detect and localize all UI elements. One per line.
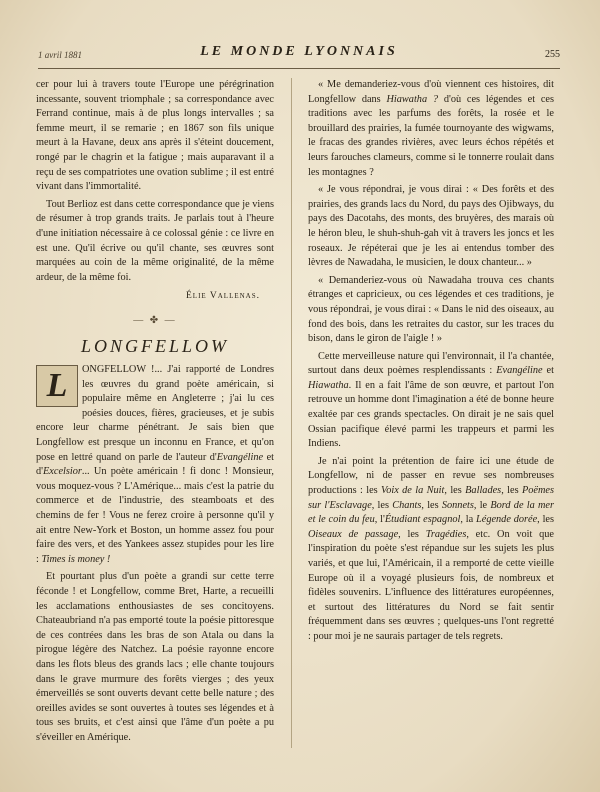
header-rule [38, 68, 560, 69]
work-title: Evangéline [216, 451, 264, 463]
text-run: , les [537, 514, 555, 526]
page-header [38, 44, 560, 64]
text-run: ... Un poète américain ! fi donc ! Monsieur, vous moquez-vous ? L'Amérique... mais c'est la patrie du commerce et de l'industrie, des steamboats et des chemins de fer ! Vous ne ferez croire à personne qu'il y ait entre New-York et Boston, un homme assez fou pour faire des vers, et des Yankees assez stupides pour les lire : [36, 466, 274, 565]
text-run: , les [398, 528, 426, 540]
text-run: . Il en a fait l'âme de son œuvre, et partout l'on retrouve un homme dont l'imagination a été de bonne heure exaltée par ces grands spectacles. On dirait je ne sais quel Ossian pacifique élevé parmi les trappeurs et parmi les Indiens. [308, 379, 554, 450]
left-column [36, 78, 274, 749]
text-run: ONGFELLOW !... J'ai rapporté de Londres les œuvres du grand poète américain, si populaire même en Angleterre ; j'ai lu ces poésies douces, fières, gracieuses, et je subis encore leur charme pénétrant. Je sais bien que Longfellow est presque un inconnu en France, et qu'on pose en lettré quand on parle de l'auteur d' [36, 364, 274, 463]
drop-cap: L [36, 365, 78, 407]
section-title: LONGFELLOW [80, 335, 230, 356]
text-run: « Me demanderiez-vous d'où viennent ces histoires, dit Longfellow dans [308, 79, 554, 105]
work-title: Hiawatha [308, 379, 349, 391]
text-run: , etc. On voit que l'inspiration du poète s'est répandue sur les sujets les plus variés, et que lui, l'Américain, il a remporté de cette vieille Europe où il a voyagé plusieurs fois, de nombreux et fidèles souvenirs. L'influence des littératures européennes, et surtout des littératures du Nord se fait sentir fréquemment dans ses œuvres ; quelques-uns l'ont regretté : pour moi je ne saurais partager de tels regrets. [308, 528, 555, 642]
work-title: Hiawatha ? [386, 93, 439, 105]
work-title: Légende dorée [476, 514, 538, 526]
paragraph [308, 78, 554, 180]
work-title: Étudiant espagnol [384, 514, 461, 526]
text-run: et [542, 365, 554, 377]
text-run: Je n'ai point la prétention de faire ici une étude de Longfellow, ni de passer en revue ses nombreuses productions : les [308, 455, 554, 497]
page-number: 255 [545, 49, 560, 60]
text-run: d'où ces légendes et ces traditions avec les parfums des forêts, la rosée et le brouillard des prairies, la fumée tournoyante des wigwams, le fracas des grandes rivières, avec leurs échos répétés et leurs farouches clameurs, comme si le tonnerre roulait dans les montagnes ? [308, 93, 554, 178]
text-run: , l' [374, 514, 385, 526]
paragraph: cer pour lui à travers toute l'Europe une pérégrination incessante, souvent triomphale ; sa correspondance avec Ferrand continue, mais à de plus longs intervalles ; sa femme meurt, il se remarie ; en 1867 son fils unique meurt à la Havane, deux ans après il s'éteint doucement, rongé par le chagrin et la fatigue ; mais auparavant il a reçu de ses compatriotes une ovation sublime ; il est entré vivant dans l'immortalité. [36, 79, 274, 193]
text-run: , les [371, 499, 393, 511]
text-run: et d' [36, 451, 275, 478]
text-run: , les [444, 485, 466, 497]
work-title: Poëmes sur l'Esclavage [308, 485, 554, 511]
text-run: , les [421, 499, 442, 511]
work-title: Sonnets [441, 499, 474, 511]
paragraph [36, 363, 274, 567]
text-run: , la [460, 514, 477, 526]
work-title: Excelsior [43, 466, 82, 478]
paragraph: « Demanderiez-vous où Nawadaha trouva ces chants étranges et capricieux, ou ces légendes et ces traditions, je vous répondrai, je vous dirai : « Dans le nid des oiseaux, au fond des bois, dans les retraites du castor, sur les traces du bison, dans le giron de l'aigle ! » [308, 274, 554, 345]
paragraph: Tout Berlioz est dans cette correspondance que je viens de résumer à trop grands traits. Je parlais tout à l'heure d'une initiation nécessaire à ce colossal génie : ce livre en est une. Qu'il écrive ou qu'il chante, ses œuvres sont marquées au coin de la même originalité, de la même ardeur, de la même foi. [36, 198, 275, 283]
work-title: Evangéline [496, 365, 543, 377]
work-title: Ballades [465, 485, 502, 497]
text-run: , les [501, 485, 522, 497]
work-title: Bord de la mer et le coin du feu [308, 499, 554, 526]
paragraph: « Je vous répondrai, je vous dirai : « Des forêts et des prairies, des grands lacs du Nord, du pays des Ojibways, du pays des Dacotahs, des monts, des bruyères, des marais où le héron bleu, le shuh-shuh-gah vit à travers les joncs et les roseaux. Je répéterai que je les ai entendus tomber des lèvres de Nawadaha, le musicien, le doux chanteur... » [308, 184, 554, 269]
column-divider [291, 78, 292, 748]
work-title: Chants [392, 499, 422, 511]
section-ornament: — ✤ — [133, 314, 177, 326]
issue-date: 1 avril 1881 [38, 50, 82, 60]
journal-title: LE MONDE LYONNAIS [200, 44, 398, 59]
quote-phrase: Times is money ! [41, 553, 111, 565]
text-run: Cette merveilleuse nature qui l'environnait, il l'a chantée, surtout dans deux poèmes resplendissants : [308, 350, 554, 377]
paragraph: Et pourtant plus d'un poète a grandi sur cette terre féconde ! et Longfellow, comme Bret, Harte, a recueilli les acclamations enthousiastes de ses concitoyens. Chateaubriand n'a pas emporté toute la poésie pittoresque de ces contrées dans les bras de son Atala ou dans la pirogue légère des Natchez. La poésie rayonne encore dans les flots bleus des grands lacs ; elle chante toujours dans le grave murmure des forêts vierges ; des yeux émerveillés se sont ouverts devant cette belle nature ; des oreilles avides se sont ouvertes à toutes ses légendes et à tous ses bruits, et c'est ainsi que l'âme d'un poète a pu s'éveiller en Amérique. [36, 571, 274, 743]
paragraph [308, 455, 554, 645]
author-signature: Élie Vallenas. [185, 291, 260, 302]
work-title: Oiseaux de passage [308, 528, 399, 540]
text-run: , le [473, 499, 491, 511]
work-title: Voix de la Nuit [381, 485, 445, 497]
right-column [308, 78, 554, 648]
work-title: Tragédies [425, 528, 467, 540]
paragraph [308, 350, 554, 452]
